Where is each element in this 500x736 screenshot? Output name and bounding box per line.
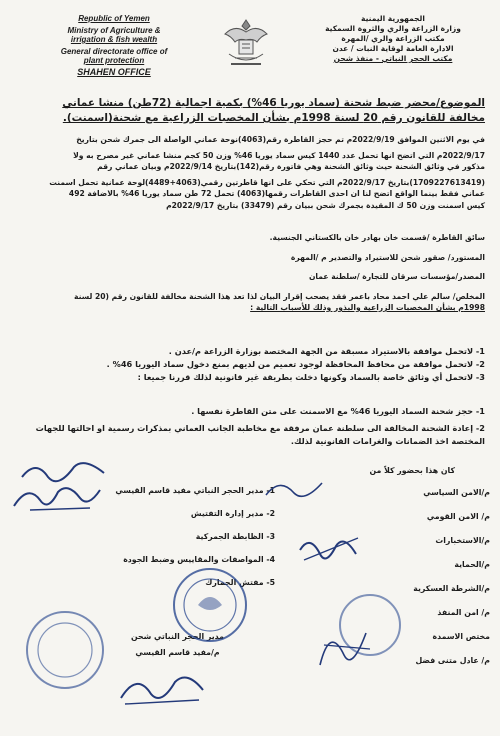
paragraph-line: كيس اسمنت وزن 50 ك المقيدة بجمرك شحن ببيان رقم (33479) بتاريخ 2022/9/17م <box>166 200 485 210</box>
paragraph-line: في يوم الاثنين الموافق 2022/9/19م تم حجز القاطرة رقم(4063)نوحة عماني الواصلة الى جمرك شحن بتاريخ <box>76 135 485 144</box>
stamp-icon <box>335 590 405 660</box>
header-ar-line: الجمهورية اليمنية <box>361 14 425 23</box>
header-en-line: General directorate office of <box>60 47 168 56</box>
paragraph-line: 2022/9/17م التي اتضح انها تحمل عدد 1440 كيس سماد يوريا 46% وزن 50 كجم منشا عماني غير مصرح به ولا <box>73 150 485 160</box>
signatory-right: م/الامن السياسي <box>423 488 490 497</box>
importer-line: المستورد/ صقور شحن للاستيراد والتصدير م /المهرة <box>290 252 485 262</box>
signatory-right: م/الشرطة العسكرية <box>413 584 490 593</box>
stamp-icon <box>20 605 110 695</box>
signatory-left: 4- المواصفات والمقاييس وضبط الجودة <box>123 555 275 564</box>
header-en <box>55 14 173 77</box>
header-en-line: irrigation & fish wealth <box>70 35 158 44</box>
header-en-line: Ministry of Agriculture & <box>67 26 161 35</box>
header-en-line: plant protection <box>83 56 145 65</box>
parties <box>20 232 485 314</box>
reasons-list <box>20 345 485 384</box>
signatory-left: 5- مفتش الجمارك <box>205 578 275 587</box>
signature-footer <box>115 668 210 708</box>
signatory-right: م/ امن المنفذ <box>437 608 490 617</box>
header-ar-line: وزارة الزراعة والري والثروة السمكية <box>325 24 461 33</box>
signatory-left: 1- مدير الحجر النباتي مفيد قاسم القيسي <box>115 486 275 495</box>
eagle-emblem-icon <box>217 14 275 74</box>
body-paragraphs <box>20 134 485 211</box>
signatory-left: 2- مدير إدارة التفتيش <box>190 509 275 518</box>
signatory-right: م/الحماية <box>454 560 490 569</box>
header-ar-line: الادارة العامة لوقاية النبات / عدن <box>332 44 454 53</box>
decision-item: 2- إعادة الشحنة المخالفة الى سلطنة عمان مرفقة مع مخاطبة الجانب العماني بمذكرات رسمية او احالتها للجهات <box>35 423 485 433</box>
summary-line: المخلص/ سالم علي احمد محاد باعمر فقد يصحب إقرار البيان لذا تعد هذا الشحنة مخالفة للقانون رقم (20 لسنة <box>74 291 485 301</box>
footer-title: مدير الحجر النباتي شحن <box>131 632 224 641</box>
header-en-line: SHAHEN OFFICE <box>77 67 151 77</box>
signatory-right: م/ عادل متنى فضل <box>415 656 490 665</box>
subject-line: مخالفة للقانون رقم 20 لسنة 1998م بشأن المخصبات الزراعية مع شحنة(اسمنت). <box>62 112 485 124</box>
signature-right-mid <box>296 530 366 570</box>
signatory-left: 3- الظابطة الجمركية <box>195 532 275 541</box>
reason-item: 1- لاتحمل موافقة بالاستيراد مسبقة من الجهة المختصة بوزارة الزراعة م/عدن . <box>168 346 485 356</box>
summary-line: 1998م بشأن المخصبات الزراعية والبذور وذلك للأسباب التالية : <box>250 303 485 312</box>
paragraph-line: عماني فقط بينما الواقع اتضح لنا ان احدى القاطرات رقمها(4063) تحمل 72 طن سماد يوريا 46% بالاضافة 492 <box>68 189 485 198</box>
reason-item: 2- لاتحمل موافقة من محافظ المحافظة لوجود تعميم من لديهم بمنع دخول سماد اليوريا 46% . <box>106 359 485 369</box>
stamp-icon <box>170 565 250 645</box>
header-en-line: Republic of Yemen <box>78 14 150 23</box>
signatory-right: م/الاستخبارات <box>435 536 490 545</box>
header-ar-line: مكتب الزراعة والري /المهرة <box>341 34 445 43</box>
footer-name: م/مفيد قاسم القيسي <box>135 648 220 657</box>
header-ar <box>318 14 468 64</box>
signature-center <box>260 475 330 505</box>
attendance-heading: كان هذا بحضور كلاً من <box>369 466 455 475</box>
exporter-line: المصدر/مؤسسات سرقان للتجارة /سلطنة عمان <box>308 272 485 281</box>
reason-item: 3- لاتحمل أي وثائق خاصة بالسماد وكونها دخلت بطريقة غير قانونية لذلك قررنا جميعا : <box>137 372 485 382</box>
decisions-list <box>20 405 485 448</box>
signatory-right: م/ الامن القومي <box>426 512 490 521</box>
subject <box>20 96 485 126</box>
signature-reasons <box>18 455 118 490</box>
paragraph-line: مذكور في وثائق الشحنة حيث وثائق الشحنة وهي فاتورة رقم(142)بتاريخ 2022/9/14م وبيان عماني رقم <box>97 162 485 171</box>
driver-line: سائق القاطرة /قسمت خان بهادر خان بالكستاني الجنسية. <box>269 233 485 242</box>
signatory-right: مختص الاسمدة <box>432 632 490 641</box>
header-ar-line: مكتب الحجر النباتي - منفذ شحن <box>333 54 453 63</box>
paragraph-line: (1709227613419)بتاريخ 2022/9/17م التي تحكي على انها قاطرتين رقمي(4063+4489)لوحة عمانية تحمل اسمنت <box>49 177 485 187</box>
subject-line: الموضوع/محضر ضبط شحنة (سماد يوريا 46%) بكمية اجمالية (72طن) منشا عماني <box>62 97 485 109</box>
decision-item: المختصة اخذ الضمانات والغرامات القانونية لذلك. <box>290 436 485 446</box>
decision-item: 1- حجز شحنة السماد اليوريا 46% مع الاسمنت على متن القاطرة نفسها . <box>191 406 485 416</box>
